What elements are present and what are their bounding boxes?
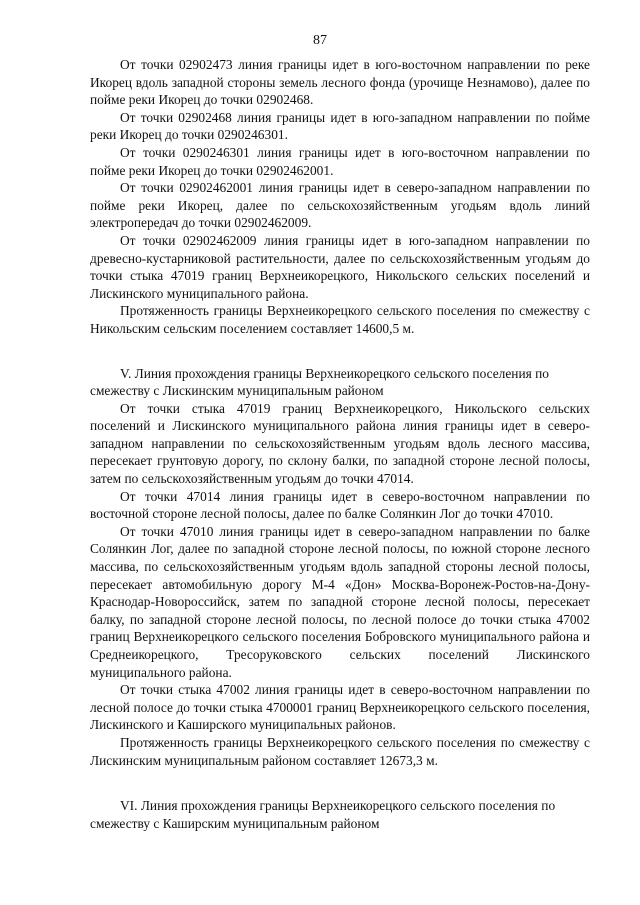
paragraph: От точки 02902462001 линия границы идет в северо-западном направлении по пойме реки Икорец, далее по сельскохозяйственным угодьям вдоль линий электропередач до точки 02902462009. (90, 180, 590, 231)
paragraph: От точки 02902468 линия границы идет в юго-западном направлении по пойме реки Икорец до точки 0290246301. (90, 109, 590, 143)
paragraph-length-summary: Протяженность границы Верхнеикорецкого сельского поселения по смежеству с Лискинским муниципальным районом составляет 12673,3 м. (90, 734, 590, 768)
paragraph: От точки стыка 47002 линия границы идет в северо-восточном направлении по лесной полосе до точки стыка 4700001 границ Верхнеикорецкого сельского поселения, Лискинского и Каширского муниципальных районов. (90, 682, 590, 733)
paragraph-length-summary: Протяженность границы Верхнеикорецкого сельского поселения по смежеству с Никольским сельским поселением составляет 14600,5 м. (90, 303, 590, 336)
section-heading-vi: VI. Линия прохождения границы Верхнеикорецкого сельского поселения по смежеству с Каширским муниципальным районом (90, 798, 556, 831)
section-heading-v: V. Линия прохождения границы Верхнеикорецкого сельского поселения по смежеству с Лискинским муниципальным районом (90, 365, 549, 399)
page-number: 87 (313, 33, 327, 48)
paragraph: От точки 0290246301 линия границы идет в юго-восточном направлении по пойме реки Икорец до точки 02902462001. (90, 144, 590, 178)
spacer (90, 338, 590, 365)
document-body (90, 56, 590, 832)
paragraph: От точки 47010 линия границы идет в северо-западном направлении по балке Солянкин Лог, далее по западной стороне лесной полосы, по южной стороне лесного массива, по сельскохозяйственным угодьям вдоль западной стороны лесной полосы, пересекает автомобильную дорогу М-4 «Дон» Москва-Воронеж-Ростов-на-Дону-Краснодар-Новороссийск, затем по западной стороне лесной полосы, пересекает балку, по западной стороне лесной полосы, по лесной полосе до точки стыка 47002 границ Верхнеикорецкого сельского поселения Бобровского муниципального района и Среднеикорецкого, Тресоруковского сельских поселений Лискинского муниципального района. (90, 523, 590, 680)
paragraph: От точки 02902462009 линия границы идет в юго-западном направлении по древесно-кустарниковой растительности, далее по сельскохозяйственным угодьям до точки стыка 47019 границ Верхнеикорецкого, Никольского сельских поселений и Лискинского муниципального района. (90, 232, 590, 301)
paragraph: От точки стыка 47019 границ Верхнеикорецкого, Никольского сельских поселений и Лискинского муниципального района линия границы идет в северо-западном направлении по сельскохозяйственным угодьям вдоль лесного массива, пересекает грунтовую дорогу, по склону балки, по западной стороне лесной полосы, затем по сельскохозяйственным угодьям до точки 47014. (90, 400, 590, 487)
paragraph: От точки 47014 линия границы идет в северо-восточном направлении по восточной стороне лесной полосы, далее по балке Солянкин Лог до точки 47010. (90, 488, 590, 522)
paragraph: От точки 02902473 линия границы идет в юго-восточном направлении по реке Икорец вдоль западной стороны земель лесного фонда (урочище Незнамово), далее по пойме реки Икорец до точки 02902468. (90, 57, 590, 108)
spacer (90, 769, 590, 797)
